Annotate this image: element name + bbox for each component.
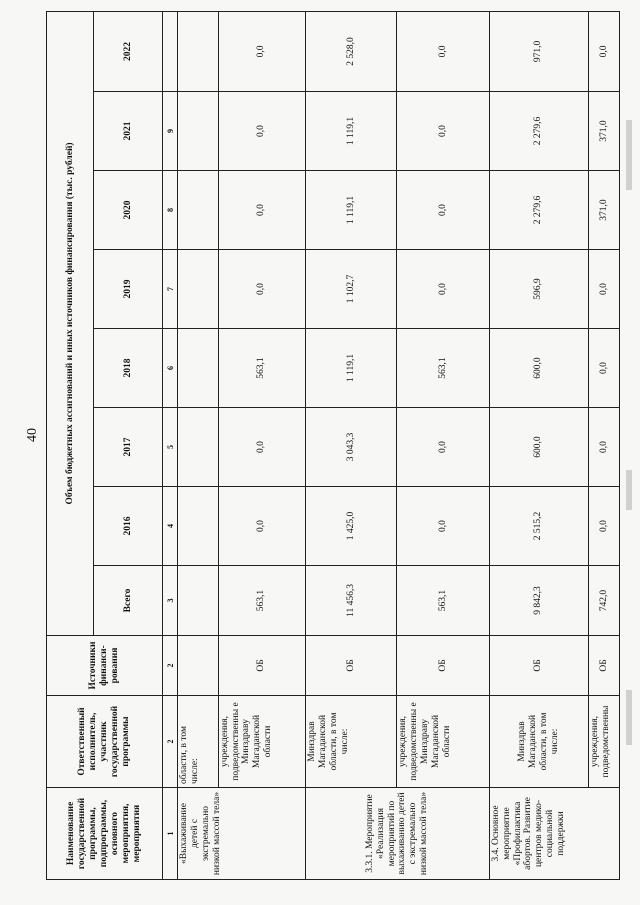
row-value: 1 119,1: [306, 171, 397, 250]
row-value: 0,0: [397, 11, 489, 91]
header-sources: Источники финанси-рования: [47, 636, 163, 696]
row-value: 2 528,0: [306, 11, 397, 91]
row-source: ОБ: [489, 636, 588, 696]
row-value: 0,0: [218, 171, 306, 250]
row-value: [178, 171, 218, 250]
row-value: [178, 250, 218, 329]
index-cell: [163, 11, 178, 91]
row-total: [178, 566, 218, 636]
row-value: 600,0: [489, 408, 588, 487]
index-cell: 1: [163, 788, 178, 880]
row-value: 596,9: [489, 250, 588, 329]
row-value: 0,0: [397, 408, 489, 487]
header-year: 2020: [94, 171, 163, 250]
row-source: ОБ: [397, 636, 489, 696]
index-cell: 8: [163, 171, 178, 250]
index-cell: 4: [163, 487, 178, 566]
scan-artifact: [626, 470, 632, 510]
index-cell: 6: [163, 329, 178, 408]
row-value: 2 515,2: [489, 487, 588, 566]
funding-table: [46, 11, 620, 880]
row-value: [178, 487, 218, 566]
header-row-1: [47, 11, 94, 879]
rotated-table-container: [46, 12, 620, 880]
row-value: 0,0: [397, 171, 489, 250]
row-value: 0,0: [589, 329, 620, 408]
row-value: 0,0: [218, 408, 306, 487]
row-value: 563,1: [397, 329, 489, 408]
row-value: 1 119,1: [306, 329, 397, 408]
row-total: 563,1: [218, 566, 306, 636]
row-value: 971,0: [489, 11, 588, 91]
row-value: 371,0: [589, 171, 620, 250]
row-value: 1 425,0: [306, 487, 397, 566]
header-year: 2022: [94, 11, 163, 91]
row-source: ОБ: [218, 636, 306, 696]
row-executor: Минздрав Магаданской области, в том числе:: [489, 696, 588, 788]
row-executor: области, в том числе:: [178, 696, 218, 788]
index-cell: 5: [163, 408, 178, 487]
row-name: 3.3.1. Мероприятие «Реализация мероприятий по выхаживанию детей с экстремально низкой массой тела»: [306, 788, 489, 880]
row-value: 563,1: [218, 329, 306, 408]
row-name: «Выхаживание детей с экстремально низкой массой тела»: [178, 788, 306, 880]
header-year: 2019: [94, 250, 163, 329]
index-cell: 7: [163, 250, 178, 329]
header-name: Наименование государственной программы, подпрограммы, основного мероприятия, мероприятия: [47, 788, 163, 880]
row-executor: учреждения, подведомственны е Минздраву Магаданской области: [397, 696, 489, 788]
row-value: 1 119,1: [306, 92, 397, 171]
index-cell: 3: [163, 566, 178, 636]
row-value: 0,0: [589, 487, 620, 566]
row-value: [178, 92, 218, 171]
row-total: 11 456,3: [306, 566, 397, 636]
row-value: 0,0: [589, 250, 620, 329]
row-total: 742,0: [589, 566, 620, 636]
row-value: 0,0: [218, 487, 306, 566]
header-executor: Ответственный исполнитель, участник государственной программы: [47, 696, 163, 788]
table-row: [178, 11, 218, 879]
scan-artifact: [626, 120, 632, 190]
table-row: [306, 11, 397, 879]
index-cell: 2: [163, 696, 178, 788]
row-value: [178, 329, 218, 408]
row-value: 3 043,3: [306, 408, 397, 487]
row-source: ОБ: [589, 636, 620, 696]
row-value: 2 279,6: [489, 171, 588, 250]
scan-artifact: [626, 690, 632, 745]
row-value: 371,0: [589, 92, 620, 171]
row-executor: учреждения, подведомственны е Минздраву Магаданской области: [218, 696, 306, 788]
row-value: 0,0: [397, 92, 489, 171]
row-source: ОБ: [306, 636, 397, 696]
row-value: 600,0: [489, 329, 588, 408]
row-value: 0,0: [218, 250, 306, 329]
row-value: 0,0: [589, 11, 620, 91]
header-year: 2018: [94, 329, 163, 408]
row-value: 2 279,6: [489, 92, 588, 171]
row-value: 0,0: [589, 408, 620, 487]
page-number: 40: [25, 428, 40, 442]
index-row: [163, 11, 178, 879]
table-row: [589, 11, 620, 879]
row-value: 1 102,7: [306, 250, 397, 329]
table-row: [218, 11, 306, 879]
header-year: 2016: [94, 487, 163, 566]
row-value: 0,0: [218, 92, 306, 171]
table-row: [489, 11, 588, 879]
row-value: [178, 408, 218, 487]
header-year: 2021: [94, 92, 163, 171]
row-value: 0,0: [218, 11, 306, 91]
row-source: [178, 636, 218, 696]
header-year: 2017: [94, 408, 163, 487]
row-executor: Минздрав Магаданской области, в том числе:: [306, 696, 397, 788]
row-total: 563,1: [397, 566, 489, 636]
index-cell: 9: [163, 92, 178, 171]
row-value: [178, 11, 218, 91]
header-total: Всего: [94, 566, 163, 636]
row-value: 0,0: [397, 487, 489, 566]
table-row: [397, 11, 489, 879]
row-executor: учреждения, подведомственны: [589, 696, 620, 788]
row-total: 9 842,3: [489, 566, 588, 636]
header-funding-group: Объем бюджетных ассигнований и иных источников финансирования (тыс. рублей): [47, 11, 94, 635]
index-cell: 2: [163, 636, 178, 696]
row-value: 0,0: [397, 250, 489, 329]
row-name: 3.4. Основное мероприятие «Профилактика абортов. Развитие центров медико-социальной поддержки: [489, 788, 619, 880]
